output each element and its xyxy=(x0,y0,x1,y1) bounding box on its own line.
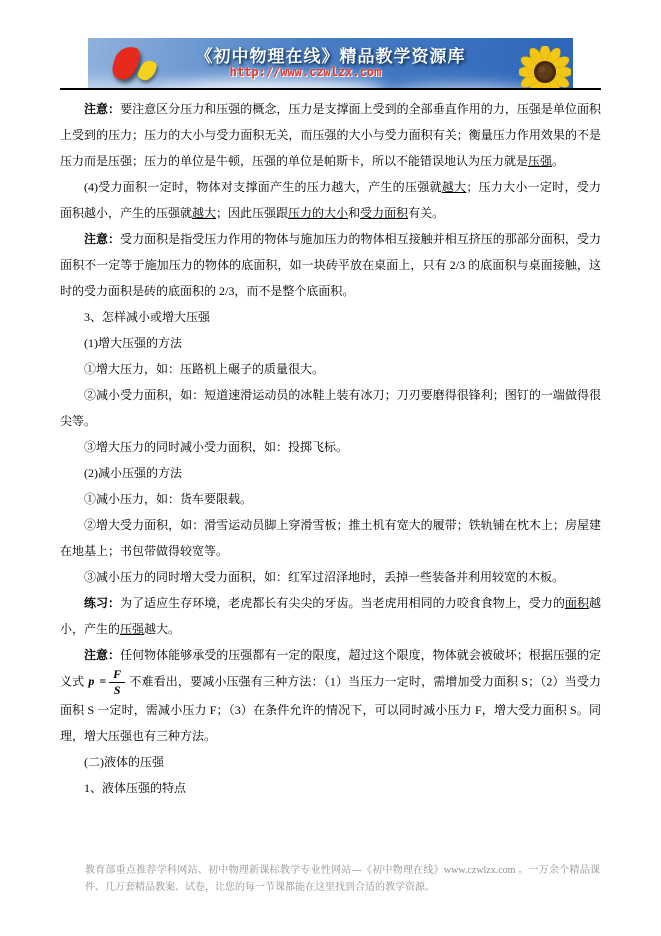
text-run: 。 xyxy=(552,154,565,168)
text-run: ①减小压力，如：货车要限载。 xyxy=(84,492,253,506)
text-run: ①增大压力，如：压路机上碾子的质量很大。 xyxy=(84,362,325,376)
emphasis-label: 注意： xyxy=(84,102,121,116)
paragraph xyxy=(60,460,601,486)
text-run: ②增大受力面积，如：滑雪运动员脚上穿滑雪板；推土机有宽大的履带；铁轨铺在枕木上；房屋建在地基上；书包带做得较宽等。 xyxy=(60,518,601,558)
underlined-term: 越大 xyxy=(192,206,217,220)
text-run: 越大。 xyxy=(144,622,181,636)
paragraph xyxy=(60,226,601,304)
text-run: (4)受力面积一定时，物体对支撑面产生的压力越大，产生的压强就 xyxy=(84,180,442,194)
header-banner xyxy=(88,38,573,88)
text-run: ；压力大小一定时，受力面积越小，产生的压强就 xyxy=(60,180,601,220)
document-body xyxy=(60,96,601,801)
text-run: ③减小压力的同时增大受力面积，如：红军过沼泽地时，丢掉一些装备并利用较宽的木板。 xyxy=(84,570,565,584)
text-run: 任何物体能够承受的压强都有一定的限度，超过这个限度，物体就会被破坏；根据压强的定义式 xyxy=(60,648,601,689)
paragraph xyxy=(60,434,601,460)
paragraph xyxy=(60,642,601,749)
underlined-term: 压力的大小 xyxy=(288,206,349,220)
text-run: 要注意区分压力和压强的概念，压力是支撑面上受到的全部垂直作用的力，压强是单位面积上受到的压力；压力的大小与受力面积无关，而压强的大小与受力面积有关；衡量压力作用效果的不是压力而是压强；压力的单位是牛顿，压强的单位是帕斯卡，所以不能错误地认为压力就是 xyxy=(60,102,601,168)
underlined-term: 受力面积 xyxy=(360,206,409,220)
paragraph xyxy=(60,174,601,226)
paragraph xyxy=(60,512,601,564)
text-run: 不难看出，要减小压强有三种方法：（1）当压力一定时，需增加受力面积 S；（2）当受力面积 S 一定时，需减小压力 F；（3）在条件允许的情况下，可以同时减小压力 F，增大受力面积 S。同理，增大压强也有三种方法。 xyxy=(60,674,601,743)
text-run: (2)减小压强的方法 xyxy=(84,466,182,480)
text-run: ③增大压力的同时减小受力面积，如：投掷飞标。 xyxy=(84,440,349,454)
paragraph xyxy=(60,96,601,174)
header-divider xyxy=(60,88,601,90)
underlined-term: 压强 xyxy=(528,154,553,168)
emphasis-label: 练习： xyxy=(84,596,121,610)
cloud-decoration xyxy=(158,78,388,88)
paragraph xyxy=(60,564,601,590)
text-run: (二)液体的压强 xyxy=(84,755,164,769)
underlined-term: 压强 xyxy=(120,622,145,636)
sunflower-icon xyxy=(519,46,571,88)
paragraph xyxy=(60,775,601,801)
paragraph xyxy=(60,749,601,775)
banner-title: 《初中物理在线》精品教学资源库 xyxy=(195,47,466,66)
paragraph xyxy=(60,304,601,330)
text-run: ；因此压强跟 xyxy=(216,206,289,220)
emphasis-label: 注意： xyxy=(84,232,121,246)
paragraph xyxy=(60,356,601,382)
text-run: 3、怎样减小或增大压强 xyxy=(84,310,211,324)
emphasis-label: 注意： xyxy=(84,648,121,662)
text-run: 有关。 xyxy=(408,206,445,220)
text-run: ②减小受力面积，如：短道速滑运动员的冰鞋上装有冰刀；刀刃要磨得很锋利；图钉的一端做得很尖等。 xyxy=(60,388,601,428)
paragraph xyxy=(60,330,601,356)
text-run: (1)增大压强的方法 xyxy=(84,336,182,350)
pressure-formula: p = $\frac{F}{S}$ xyxy=(88,668,125,697)
cloud-decoration xyxy=(88,80,178,88)
text-run: 和 xyxy=(348,206,361,220)
text-run: 为了适应生存环境，老虎都长有尖尖的牙齿。当老虎用相同的力咬食食物上，受力的 xyxy=(120,596,565,610)
banner-url: http://www.czwlzx.com xyxy=(229,65,382,79)
text-run: 越小，产生的 xyxy=(60,596,601,636)
paragraph xyxy=(60,486,601,512)
paragraph xyxy=(60,590,601,642)
underlined-term: 面积 xyxy=(564,596,589,610)
footer-note: 教育部重点推荐学科网站、初中物理新课标教学专业性网站---《初中物理在线》www.czwlzx.com 。一万余个精品课件、几万套精品教案、试卷，让您的每一节课都能在这里找到合适的教学资源。 xyxy=(85,865,600,893)
text-run: 受力面积是指受压力作用的物体与施加压力的物体相互接触并相互挤压的那部分面积，受力面积不一定等于施加压力的物体的底面积，如一块砖平放在桌面上，只有 2/3 的底面积与桌面接触，这时的受力面积是砖的底面积的 2/3，而不是整个底面积。 xyxy=(60,232,601,298)
underlined-term: 越大 xyxy=(441,180,467,194)
text-run: 1、液体压强的特点 xyxy=(84,781,187,795)
paragraph xyxy=(60,382,601,434)
